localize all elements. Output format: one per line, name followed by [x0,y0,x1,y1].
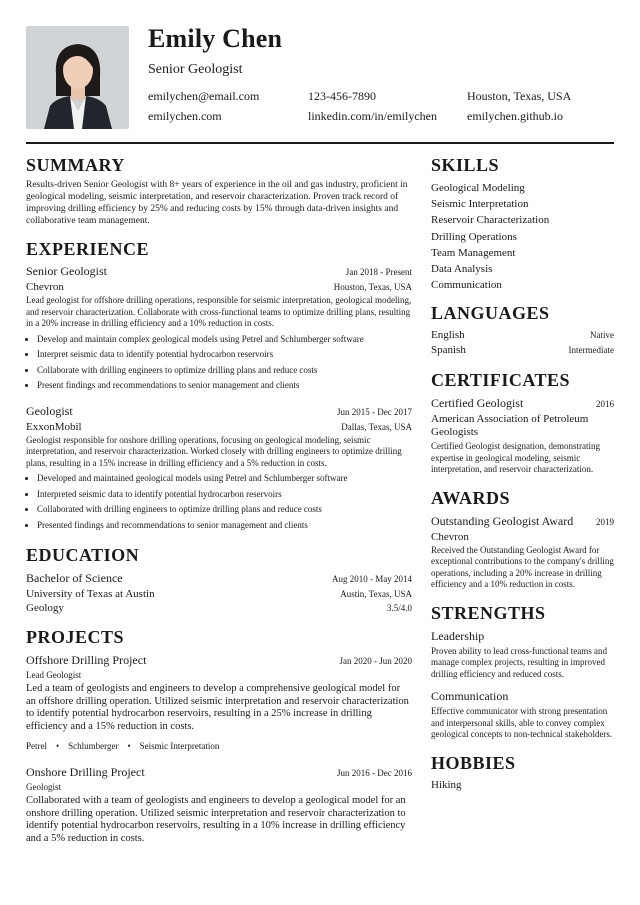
languages-section [431,303,614,356]
award-year: 2019 [596,516,614,527]
strength-description: Proven ability to lead cross-functional teams and manage complex projects, resulting in improved drilling efficiency and reduced costs. [431,645,607,679]
skill-item: Seismic Interpretation [431,198,529,211]
right-column [431,152,614,791]
project-tags: Petrel • Schlumberger • Seismic Interpretation [26,741,220,751]
hobbies-heading: HOBBIES [431,752,516,773]
experience-section [26,239,412,533]
email-link[interactable]: emilychen@email.com [148,89,260,103]
left-column [26,152,412,845]
education-dates: Aug 2010 - May 2014 [332,574,412,584]
language-name: Spanish [431,344,466,357]
job-bullet: • Developed and maintained geological models using Petrel and Schlumberger software [37,471,412,487]
certificate-issuer: American Association of Petroleum Geologists [431,413,589,439]
job-bullets [26,332,412,394]
project-tag: Petrel [26,741,47,751]
certificates-section [431,370,614,476]
job-role: Senior Geologist [26,264,107,278]
phone-text: 123-456-7890 [308,89,376,103]
job-entry [26,264,412,394]
hobbies-section [431,753,614,791]
school-location: Austin, Texas, USA [340,589,412,599]
job-company: Chevron [26,281,64,293]
skills-heading: SKILLS [431,155,500,175]
job-description: Lead geologist for offshore drilling operations, responsible for seismic interpretation, geological modeling, and reservoir characterization. Collaborate with cross-functional teams to optimize drilling plans, resulting in a 20% increase in drilling efficiency and a 10% reduction in costs. [26,295,412,328]
job-bullet: • Presented findings and recommendations to senior management and clients [37,518,412,534]
skill-item: Drilling Operations [431,230,517,243]
github-link[interactable]: emilychen.github.io [467,109,563,123]
certificate-year: 2016 [596,399,614,410]
awards-section [431,488,614,591]
skill-item: Geological Modeling [431,182,525,194]
language-level: Intermediate [568,345,614,356]
job-description: Geologist responsible for onshore drilling operations, focusing on geological modeling, seismic interpretation, and reservoir characterization. Worked closely with drilling engineers to optimize drilling plans, resulting in a 15% increase in drilling efficiency and a 5% reduction in costs. [26,434,402,468]
project-dates: Jan 2020 - Jun 2020 [339,656,412,666]
skill-item: Data Analysis [431,263,493,276]
strengths-heading: STRENGTHS [431,602,546,623]
degree: Bachelor of Science [26,571,123,585]
project-tag: Schlumberger [68,741,119,751]
job-location: Houston, Texas, USA [333,282,412,292]
job-bullet: • Present findings and recommendations to senior management and clients [37,378,412,394]
location-text: Houston, Texas, USA [467,89,572,103]
hobby-item: Hiking [431,778,462,791]
project-dates: Jun 2016 - Dec 2016 [337,768,412,778]
job-company: ExxonMobil [26,420,82,433]
job-role: Geologist [26,403,73,418]
summary-text: Results-driven Senior Geologist with 8+ years of experience in the oil and gas industry, proficient in geological modeling, seismic interpretation, and reservoir characterization. Proven track record of improving drilling efficiency by 25% and reducing costs by 15% through data-driven insights and collaborative team management. [26,180,408,226]
projects-section [26,627,412,845]
skills-section [431,155,614,293]
field-of-study: Geology [26,602,64,614]
project-name: Onshore Drilling Project [26,765,145,779]
header-divider [26,142,614,144]
job-dates: Jan 2018 - Present [345,267,412,277]
project-name: Offshore Drilling Project [26,653,147,667]
project-description: Led a team of geologists and engineers to develop a comprehensive geological model for an offshore drilling operation. Utilized seismic interpretation and reservoir characterization to identify potential hydrocarbon reservoirs, resulting in a 25% increase in drilling efficiency and a 15% reduction in costs. [26,683,409,732]
language-level: Native [590,330,614,341]
languages-heading: LANGUAGES [431,303,550,324]
website-link[interactable]: emilychen.com [148,109,222,123]
strength-name: Communication [431,689,509,704]
summary-heading: SUMMARY [26,155,125,175]
project-entry [26,765,412,845]
skill-item: Reservoir Characterization [431,214,550,227]
job-bullet: • Collaborated with drilling engineers to optimize drilling plans and reduce costs [37,502,412,518]
job-bullets [26,471,412,533]
job-dates: Jun 2015 - Dec 2017 [337,406,412,417]
job-bullet: • Interpret seismic data to identify potential hydrocarbon reservoirs [37,347,412,363]
candidate-name: Emily Chen [148,24,283,53]
project-role: Geologist [26,782,61,792]
job-bullet: • Develop and maintain complex geological models using Petrel and Schlumberger software [37,332,412,348]
language-name: English [431,329,465,342]
job-bullet: • Interpreted seismic data to identify potential hydrocarbon reservoirs [37,487,412,503]
linkedin-link[interactable]: linkedin.com/in/emilychen [308,109,437,123]
project-description: Collaborated with a team of geologists and engineers to develop a geological model for an onshore drilling operation. Utilized seismic interpretation and reservoir characterization to identify potential hydrocarbon reservoirs, resulting in a 10% increase in drilling efficiency and a 5% reduction in costs. [26,795,406,844]
project-role: Lead Geologist [26,670,82,680]
certificates-heading: CERTIFICATES [431,370,571,391]
award-name: Outstanding Geologist Award [431,513,574,528]
strength-name: Leadership [431,628,485,643]
profile-photo [26,26,129,129]
certificate-name: Certified Geologist [431,396,524,411]
school: University of Texas at Austin [26,588,155,600]
education-section [26,545,412,614]
strengths-section [431,603,614,741]
strength-description: Effective communicator with strong presentation and interpersonal skills, able to convey complex geological concepts to non-technical stakeholders. [431,706,613,740]
certificate-description: Certified Geologist designation, demonstrating expertise in geological modeling, seismic interpretation, and reservoir characterization. [431,441,600,475]
experience-heading: EXPERIENCE [26,239,150,259]
awards-heading: AWARDS [431,487,511,508]
summary-section [26,155,412,227]
project-tag: Seismic Interpretation [139,741,220,751]
job-entry [26,404,412,534]
skills-list [431,180,614,293]
candidate-title: Senior Geologist [148,62,243,77]
job-bullet: • Collaborate with drilling engineers to optimize drilling plans and reduce costs [37,363,412,379]
skill-item: Communication [431,279,502,292]
projects-heading: PROJECTS [26,627,125,647]
award-description: Received the Outstanding Geologist Award for exceptional contributions to the company's drilling operations, including a 20% increase in drilling efficiency and a 10% reduction in costs. [431,544,614,590]
gpa: 3.5/4.0 [386,603,412,613]
skill-item: Team Management [431,246,516,259]
education-heading: EDUCATION [26,545,140,565]
job-location: Dallas, Texas, USA [341,421,412,432]
award-issuer: Chevron [431,530,469,543]
project-entry [26,653,412,754]
